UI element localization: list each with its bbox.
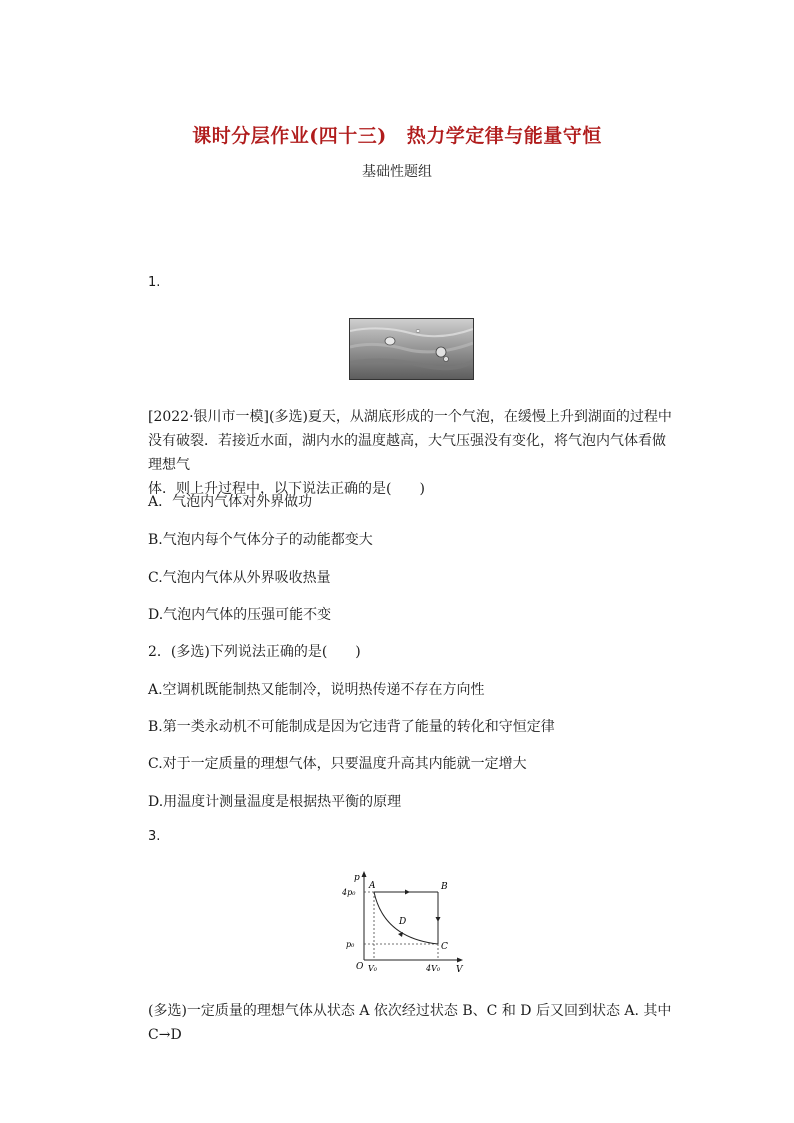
- point-b: B: [441, 882, 448, 892]
- label-4p0: 4p₀: [342, 888, 356, 897]
- question-1-number: 1.: [148, 275, 161, 290]
- q2-option-a: A.空调机既能制热又能制冷，说明热传递不存在方向性: [148, 682, 485, 698]
- pv-diagram: [340, 868, 468, 974]
- point-a: A: [369, 881, 376, 891]
- pv-diagram-svg: [340, 868, 468, 974]
- q2-option-b: B.第一类永动机不可能制成是因为它违背了能量的转化和守恒定律: [148, 719, 555, 735]
- question-2-stem: 2．(多选)下列说法正确的是( ): [148, 644, 361, 660]
- arrow-bc: [436, 917, 441, 922]
- label-origin: O: [356, 962, 364, 972]
- section-heading: 基础性题组: [362, 164, 432, 180]
- point-d: D: [399, 917, 407, 927]
- q1-stem-line-2: 没有破裂．若接近水面，湖内水的温度越高，大气压强没有变化，将气泡内气体看做理想气: [148, 433, 666, 473]
- question-3-stem: (多选)一定质量的理想气体从状态 A 依次经过状态 B、C 和 D 后又回到状态 A. 其中 C→D: [148, 1003, 672, 1043]
- p-axis-arrow: [362, 871, 367, 877]
- q1-stem-line-3: 体．则上升过程中，以下说法正确的是( ): [148, 481, 425, 497]
- arrow-ab: [405, 890, 410, 895]
- label-v0: V₀: [368, 964, 377, 973]
- q1-option-b: B.气泡内每个气体分子的动能都变大: [148, 532, 373, 548]
- bubble-photo: [349, 318, 474, 380]
- arrow-cd: [398, 932, 403, 937]
- q1-option-a: A．气泡内气体对外界做功: [148, 494, 313, 510]
- label-p: p: [354, 873, 360, 883]
- question-1-stem: [148, 405, 676, 501]
- point-c: C: [441, 942, 448, 952]
- label-p0: p₀: [346, 940, 355, 949]
- question-3-number: 3.: [148, 829, 161, 844]
- title-topic: 热力学定律与能量守恒: [406, 125, 602, 147]
- q1-option-c: C.气泡内气体从外界吸收热量: [148, 570, 331, 586]
- water-bubbles-image: [350, 319, 473, 379]
- q2-option-c: C.对于一定质量的理想气体，只要温度升高其内能就一定增大: [148, 756, 527, 772]
- q2-option-d: D.用温度计测量温度是根据热平衡的原理: [148, 794, 402, 810]
- label-v: V: [456, 965, 463, 974]
- q1-stem-line-1: [2022·银川市一模](多选)夏天，从湖底形成的一个气泡，在缓慢上升到湖面的过程中: [148, 409, 672, 425]
- page-title: [0, 121, 794, 148]
- title-main: 课时分层作业(四十三): [192, 125, 387, 147]
- label-4v0: 4V₀: [426, 964, 441, 973]
- q1-option-d: D.气泡内气体的压强可能不变: [148, 607, 332, 623]
- v-axis-arrow: [457, 958, 463, 963]
